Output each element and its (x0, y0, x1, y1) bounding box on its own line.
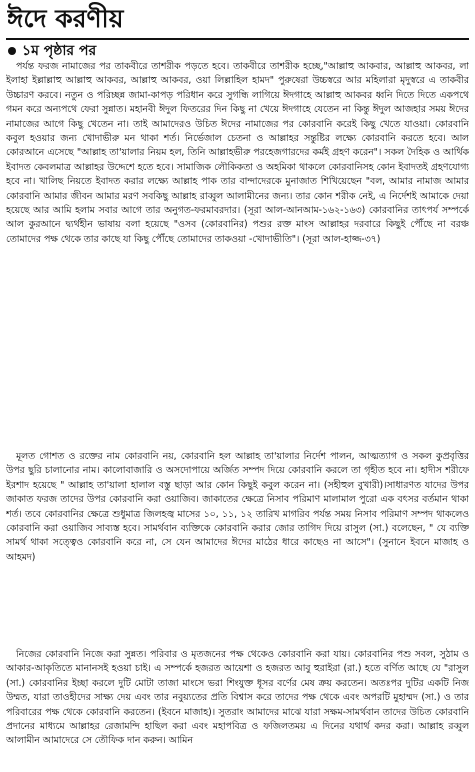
article-paragraph-3: নিজের কোরবানি নিজে করা সুন্নত। পরিবার ও মৃতজনের পক্ষ থেকেও কোরবানি করা যায়। কোরবানির পশু সবল, সুঠাম ও আকার-আকৃতিতে মানানসই হওয়া চাই। এ সম্পর্কে হজরত আয়েশা ও হজরত আবু হুরাইরা (রা.) হতে বর্ণিত আছে যে "রাসুল (সা.) কোরবানির ইচ্ছা করলে দুটি মোটা তাজা মাংসে ভরা শিংযুক্ত ধূসর বর্ণের মেষ ক্রয় করতেন। অতঃপর দুটির একটি নিজ উম্মত, যারা তাওহীদের সাক্ষ্য দেয় এবং তার নবুয়্যতের প্রতি বিশ্বাস করে তাদের পক্ষ থেকে এবং অপরটি মুহাম্মদ (সা.) ও তার পরিবারের পক্ষ থেকে কোরবানি করতেন। (ইবনে মাজাহ)। সুতরাং আমাদের মাঝে যারা সক্ষম-সামর্থবান তাদের উচিত কোরবানি প্রদানের মাধ্যমে আল্লাহর রেজামন্দি হাছিল করা এবং মহাপবিত্র ও ফজিলতময় এ দিনের যথার্থ কদর করা। আল্লাহ রব্বুল আলামীন আমাদেরে সে তৌফিক দান করুন। আমিন (6, 649, 469, 747)
article-body (6, 60, 469, 772)
article-paragraph-2: মূলত গোশত ও রক্তের নাম কোরবানি নয়, কোরবানি হল আল্লাহ তা'য়ালার নির্দেশ পালন, আত্মত্যাগ ও সকল কুপ্রবৃত্তির উপর ছুরি চালানোর নাম। কালোবাজারি ও অসদোপায়ে অর্জিত সম্পদ দিয়ে কোরবানি করলে তা গৃহীত হবে না। হাদীস শরীফে ইরশাদ হয়েছে " আল্লাহ তা'য়ালা হালাল বস্তু ছাড়া আর কোন কিছুই কবুল করেন না। (সহীহুল বুখারী)।সাধারণত যাদের উপর জাকাত ফরজ তাদের উপর কোরবানি করা ওয়াজিব। জাকাতের ক্ষেত্রে নিসাব পরিমাণ মালামাল পুরো এক বৎসর বর্তমান থাকা শর্ত। তবে কোরবানির ক্ষেত্রে শুধুমাত্র জিলহজ্ব মাসের ১০, ১১, ১২ তারিখ মাগরিব পর্যন্ত সময় নিসাব পরিমাণ সম্পদ থাকলেও কোরবানি করা ওয়াজিব সাব্যস্ত হবে। সামর্থবান ব্যক্তিকে কোরবানি করার জোর তাগিদ দিয়ে রাসুল (সা.) বলেছেন, " যে ব্যক্তি সামর্থ থাকা সত্ত্বেও কোরবানি করে না, সে যেন আমাদের ঈদের মাঠের ধারে কাছেও না আসে"। (সুনানে ইবনে মাজাহ ও আহমদ) (6, 451, 469, 563)
continuation-label: ১ম পৃষ্ঠার পর (22, 43, 97, 59)
continuation-line (6, 42, 469, 60)
headline-divider (6, 38, 469, 40)
article-paragraph-1: পর্যন্ত ফরজ নামাজের পর তাকবীরে তাশরীক পড়তে হবে। তাকবীরে তাশরীক হচ্ছে,"আল্লাহু আকবার, আল্লাহু আকবর, লা ইলাহা ইল্লাল্লাহু আল্লাহু আকবর, আল্লাহু আকবর, ওয়া লিল্লাহিল হামদ" পুরুষেরা উচ্চস্বরে আর মহিলারা মৃদুস্বরে এ তাকবীর উচ্চারণ করবে। নতুন ও পরিচ্ছন্ন জামা-কাপড় পরিধান করে সুগন্ধি লাগিয়ে ঈদগাহে আল্লাহু আকবর ধ্বনি দিতে দিতে একপথে গমন করে অন্যপথে ফেরা সুন্নাত। মহানবী ঈদুল ফিতরের দিন কিছু না খেয়ে ঈদগাহে যেতেন না কিন্তু ঈদুল আজহার সময় ঈদের নামাজের আগে কিছু খেতেন না। তাই আমাদেরও উচিত ঈদের নামাজের পর কোরবানি করেই কিছু খেতে যাওয়া। কোরবানি কবুল হওয়ার জন্য খোদাভীরু মন থাকা শর্ত। নির্ভেজাল চেতনা ও আল্লাহর সন্তুষ্টির লক্ষ্যে কোরবানি করতে হবে। আল কোরআনে এসেছে "আল্লাহ তা'য়ালার নিয়ম হল, তিনি আল্লাহভীরু পরহেজগারদের কর্মই গ্রহণ করেন"। সকল দৈহিক ও আর্থিক ইবাদত কেবলমাত্র আল্লাহর উদ্দেশে হতে হবে। সামাজিক লৌকিকতা ও অহমিকা থাকলে কোরবানিসহ কোন ইবাদতই গ্রহণযোগ্য হবে না। খালিছ নিয়তে ইবাদত করার লক্ষ্যে আল্লাহ পাক তার বান্দাদেরকে মুনাজাত শিখিয়েছেন "বল, আমার নামাজ আমার কোরবানি আমার জীবন আমার মরণ সবকিছু আল্লাহ রাব্বুল আলামীনের জন্য। তার কোন শরীক নেই, এ নির্দেশই আমাকে দেয়া হয়েছে আর আমি হলাম সবার আগে তার অনুগত-ফরমাবরদার। (সূরা আল-আনআম-১৬২-১৬৩) কোরবানির তাৎপর্য সম্পর্কে আল কুরআনে দ্ব্যর্থহীন ভাষায় বলা হয়েছে "ওসব (কোরবানির) পশুর রক্ত মাংস আল্লাহর দরবারে কিছুই পৌঁছে না বরঞ্চ তোমাদের পক্ষ থেকে তার কাছে যা কিছু পৌঁছে তোমাদের তাকওয়া -খোদাভীতি"। (সূরা আল-হাজ্জ-৩৭) (6, 61, 469, 245)
article-headline: ঈদে করণীয় (7, 4, 124, 33)
bullet-icon (8, 47, 16, 55)
